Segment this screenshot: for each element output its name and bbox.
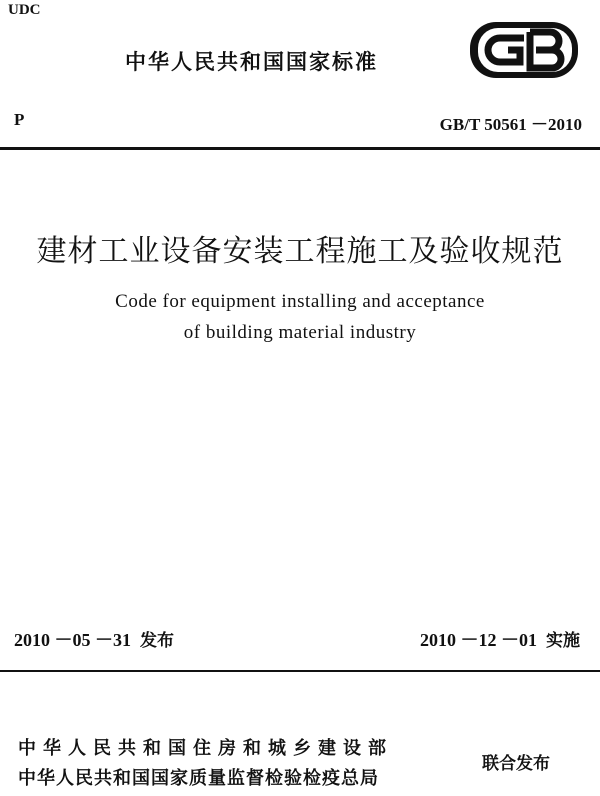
english-title-line2: of building material industry: [183, 322, 417, 343]
category-label: P: [14, 110, 25, 129]
standard-type-title: 中华人民共和国国家标准: [125, 50, 378, 74]
english-title-line1: Code for equipment installing and acceptance: [115, 291, 485, 312]
gb-logo-icon: [466, 18, 584, 84]
standard-code: GB/T 50561 －2010: [439, 115, 582, 134]
implement-date: 2010 －12 －01: [420, 630, 546, 650]
chinese-title: 建材工业设备安装工程施工及验收规范: [36, 234, 564, 269]
publisher-line1: 中华人民共和国住房和城乡建设部: [18, 738, 393, 759]
issue-label: 发布: [140, 631, 174, 651]
issue-date: 2010 －05 －31: [14, 630, 140, 650]
publisher-line2: 中华人民共和国国家质量监督检验检疫总局: [18, 768, 379, 789]
bottom-divider: [0, 670, 600, 672]
joint-publish-label: 联合发布: [482, 754, 550, 774]
udc-label: UDC: [8, 2, 41, 18]
issue-date-block: [14, 626, 174, 652]
implement-label: 实施: [546, 631, 580, 651]
implement-date-block: [420, 626, 580, 652]
top-divider: [0, 147, 600, 150]
